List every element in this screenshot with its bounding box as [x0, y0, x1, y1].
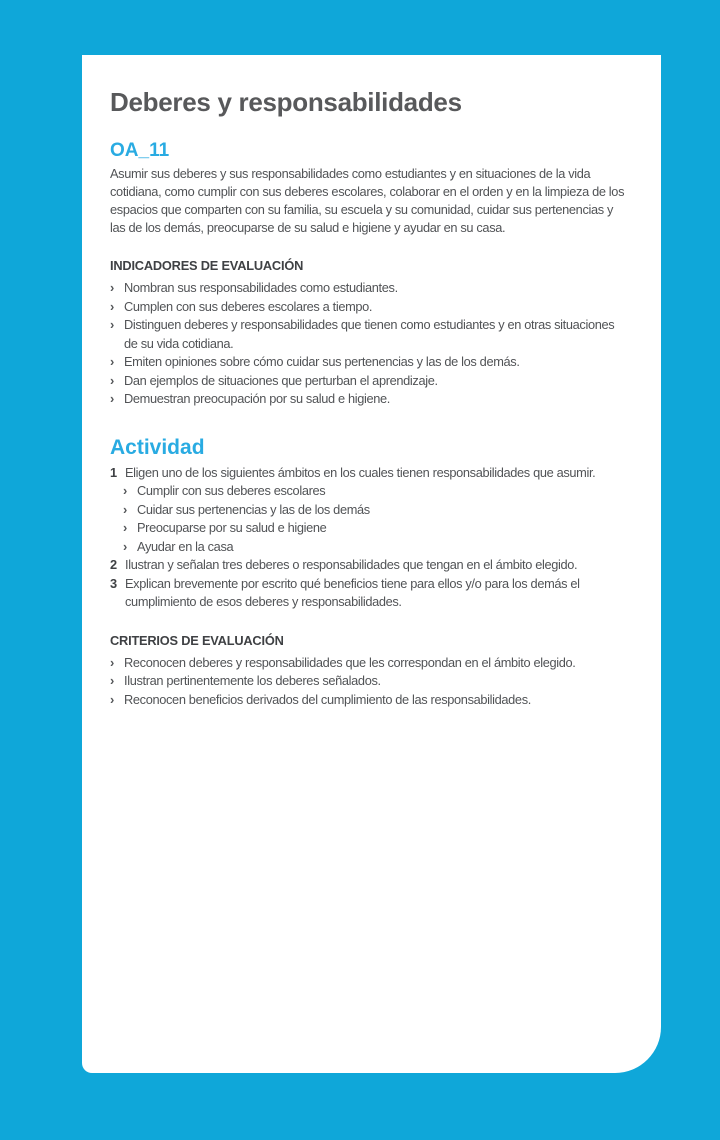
indicator-item — [110, 390, 631, 409]
step-sub-item — [123, 519, 631, 538]
content-card — [82, 55, 661, 1073]
bullet-icon: › — [123, 501, 127, 517]
bullet-icon: › — [110, 673, 114, 688]
criteria-item-text: Reconocen deberes y responsabilidades que les correspondan en el ámbito elegido. — [124, 654, 576, 670]
bullet-icon: › — [110, 654, 114, 670]
indicator-item-text: Distinguen deberes y responsabilidades que tienen como estudiantes y en otras situaciones de su vida cotidiana. — [124, 317, 615, 351]
oa-description: Asumir sus deberes y sus responsabilidades como estudiantes y en situaciones de la vida cotidiana, como cumplir con sus deberes escolares, colaborar en el orden y en la limpieza de los espacios que comparten con su familia, su escuela y su comunidad, cuidar sus pertenencias y las de los demás, preocuparse de su salud e higiene y ayudar en su casa. — [110, 166, 625, 235]
step-number: 3 — [110, 575, 117, 591]
indicators-list — [110, 279, 631, 409]
step-text: Ilustran y señalan tres deberes o responsabilidades que tengan en el ámbito elegido. — [125, 557, 578, 572]
bullet-icon: › — [110, 372, 114, 388]
activity-step — [110, 575, 631, 612]
indicator-item — [110, 298, 631, 317]
bullet-icon: › — [123, 520, 127, 535]
bullet-icon: › — [110, 354, 114, 369]
step-sub-item-text: Ayudar en la casa — [137, 538, 234, 554]
indicator-item-text: Emiten opiniones sobre cómo cuidar sus pertenencias y las de los demás. — [124, 354, 520, 369]
page-title: Deberes y responsabilidades — [110, 87, 462, 117]
bullet-icon: › — [110, 317, 114, 332]
bullet-icon: › — [123, 538, 127, 554]
step-sub-item — [123, 501, 631, 520]
step-sub-item-text: Cumplir con sus deberes escolares — [137, 483, 326, 498]
criteria-item — [110, 654, 631, 673]
indicator-item-text: Nombran sus responsabilidades como estudiantes. — [124, 280, 398, 295]
bullet-icon: › — [110, 691, 114, 707]
step-sub-list — [110, 482, 631, 556]
bullet-icon: › — [110, 280, 114, 295]
activity-step — [110, 556, 631, 575]
indicator-item — [110, 372, 631, 391]
step-number: 2 — [110, 557, 117, 572]
step-sub-item — [123, 538, 631, 557]
bullet-icon: › — [123, 483, 127, 498]
bullet-icon: › — [110, 391, 114, 406]
criteria-item — [110, 672, 631, 691]
step-sub-item-text: Cuidar sus pertenencias y las de los demás — [137, 501, 370, 517]
step-sub-item-text: Preocuparse por su salud e higiene — [137, 520, 327, 535]
bullet-icon: › — [110, 298, 114, 314]
step-text: Explican brevemente por escrito qué beneficios tiene para ellos y/o para los demás el cumplimiento de esos deberes y responsabilidades. — [125, 575, 580, 609]
indicator-item — [110, 353, 631, 372]
criteria-heading: CRITERIOS DE EVALUACIÓN — [110, 632, 284, 648]
activity-steps — [110, 464, 631, 612]
indicator-item — [110, 316, 631, 353]
criteria-item-text: Reconocen beneficios derivados del cumplimiento de las responsabilidades. — [124, 691, 531, 707]
oa-code-heading: OA_11 — [110, 140, 170, 161]
criteria-list — [110, 654, 631, 710]
indicator-item-text: Demuestran preocupación por su salud e higiene. — [124, 391, 390, 406]
indicators-heading: INDICADORES DE EVALUACIÓN — [110, 258, 304, 273]
indicator-item-text: Cumplen con sus deberes escolares a tiempo. — [124, 298, 373, 314]
criteria-item-text: Ilustran pertinentemente los deberes señalados. — [124, 673, 381, 688]
criteria-item — [110, 691, 631, 710]
indicator-item-text: Dan ejemplos de situaciones que perturban el aprendizaje. — [124, 372, 438, 388]
activity-step — [110, 464, 631, 483]
step-sub-item — [123, 482, 631, 501]
step-text: Eligen uno de los siguientes ámbitos en los cuales tienen responsabilidades que asumir. — [125, 464, 596, 480]
indicator-item — [110, 279, 631, 298]
step-number: 1 — [110, 464, 117, 480]
activity-heading: Actividad — [110, 435, 205, 459]
